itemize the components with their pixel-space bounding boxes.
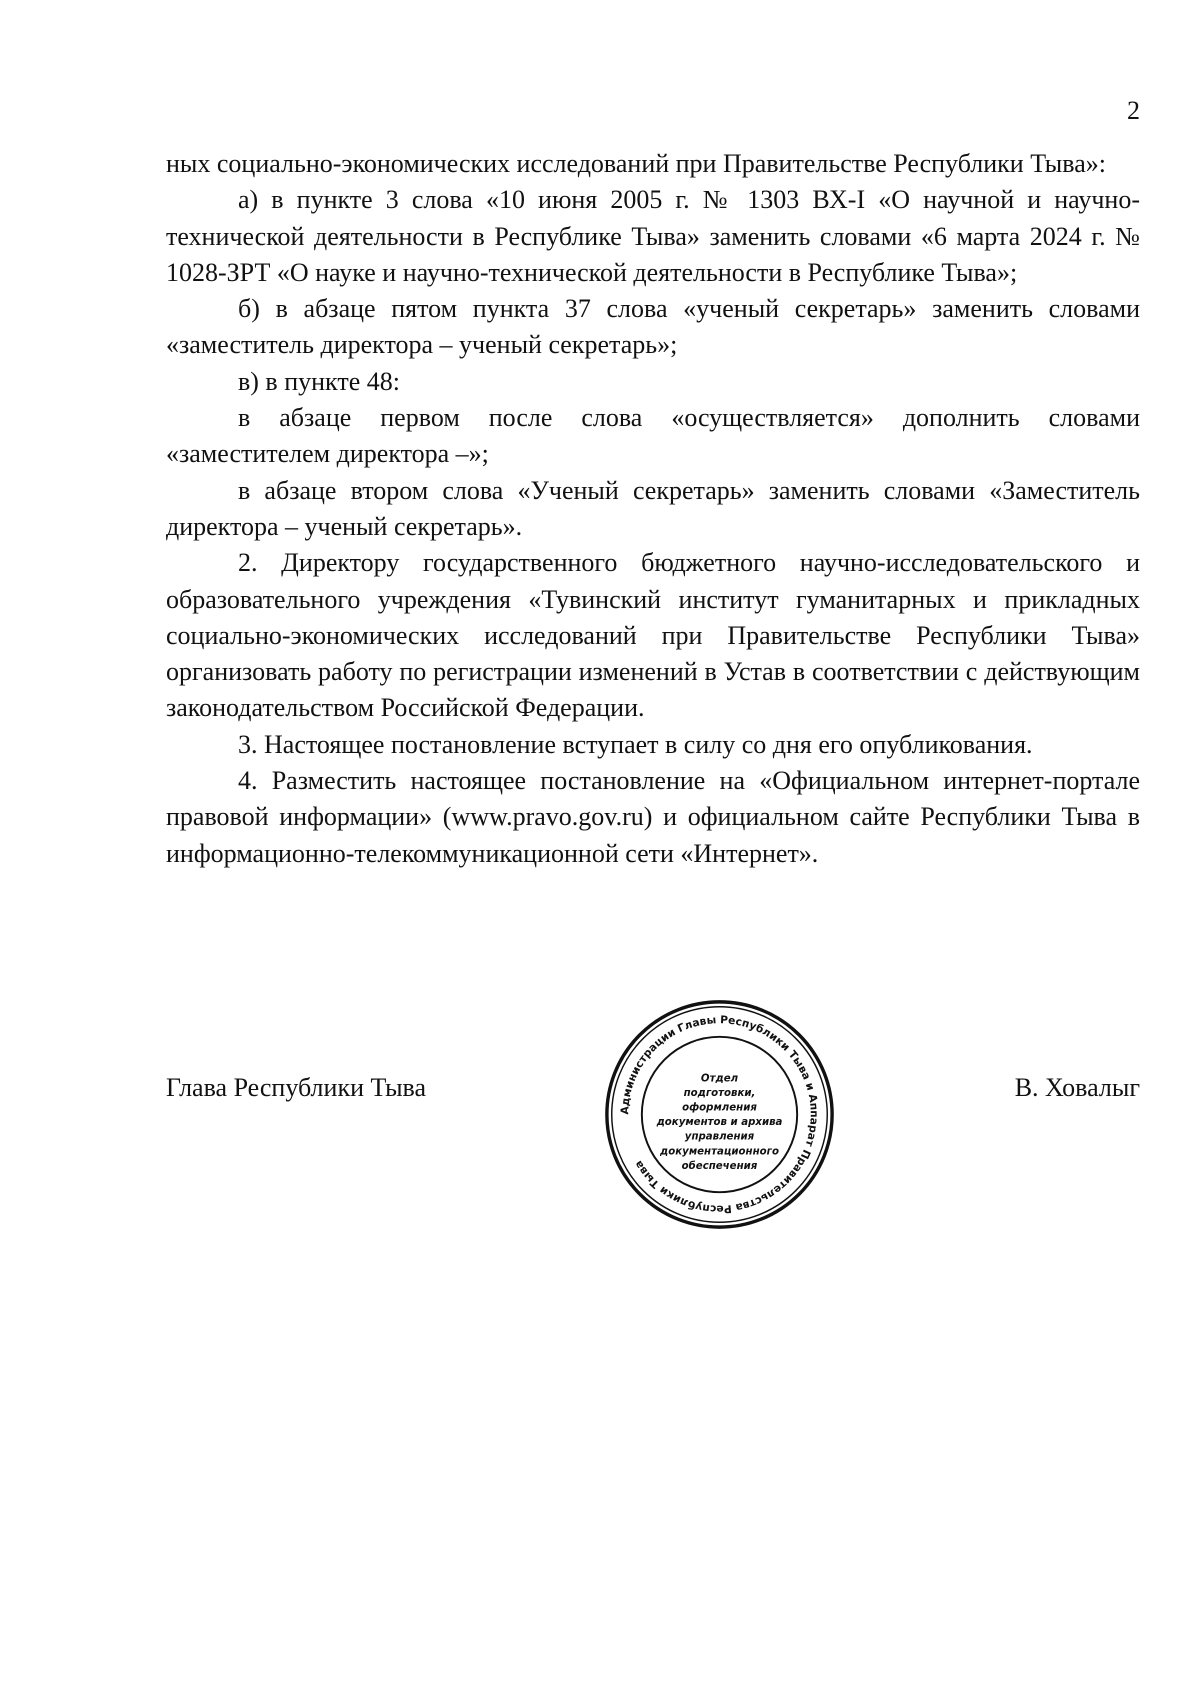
stamp-outer-text: Администрации Главы Республики Тыва и Аппарат Правительства Республики Тыва (618, 1013, 821, 1216)
stamp-inner-line: обеспечения (681, 1160, 758, 1172)
official-stamp (603, 998, 836, 1231)
paragraph-continuation: ных социально-экономических исследований при Правительстве Республики Тыва»: (166, 149, 1106, 178)
stamp-inner-line: Отдел (700, 1073, 739, 1085)
paragraph-4: 4. Разместить настоящее постановление на «Официальном интернет-портале правовой информации» (www.pravo.gov.ru) и официальном сайте Республики Тыва в информационно-телекоммуникационной сети «Интернет». (166, 766, 1140, 868)
stamp-inner-line: подготовки, (683, 1088, 756, 1100)
paragraph-item-v: в) в пункте 48: (238, 366, 400, 396)
paragraph-item-a: а) в пункте 3 слова «10 июня 2005 г. № 1303 ВХ-I «О научной и научно-технической деятельности в Республике Тыва» заменить словами «6 марта 2024 г. № 1028-ЗРТ «О науке и научно-технической деятельности в Республике Тыва»; (166, 185, 1140, 287)
stamp-outer-thin-ring (612, 1007, 828, 1223)
paragraph-2: 2. Директору государственного бюджетного научно-исследовательского и образовательного учреждения «Тувинский институт гуманитарных и прикладных социально-экономических исследований при Правительстве Республики Тыва» организовать работу по регистрации изменений в Устав в соответствии с действующим законодательством Российской Федерации. (166, 548, 1140, 723)
signatory-position: Глава Республики Тыва (166, 1073, 427, 1102)
stamp-inner-line: управления (684, 1131, 755, 1143)
signatory-name: В. Ховалыг (1014, 1073, 1140, 1102)
page-number: 2 (1127, 96, 1140, 125)
paragraph-item-b: б) в абзаце пятом пункта 37 слова «ученый секретарь» заменить словами «заместитель директора – ученый секретарь»; (166, 294, 1140, 360)
stamp-seal-graphic (603, 998, 836, 1231)
document-body (166, 146, 1140, 872)
paragraph-abzac-first: в абзаце первом после слова «осуществляется» дополнить словами «заместителем директора –»; (166, 403, 1140, 469)
stamp-inner-line: оформления (682, 1102, 757, 1114)
stamp-outer-ring (607, 1002, 832, 1227)
stamp-inner-line: документов и архива (656, 1117, 783, 1129)
paragraph-3: 3. Настоящее постановление вступает в силу со дня его опубликования. (238, 729, 1033, 759)
paragraph-abzac-second: в абзаце втором слова «Ученый секретарь» заменить словами «Заместитель директора – ученый секретарь». (166, 475, 1140, 541)
stamp-inner-line: документационного (660, 1146, 779, 1158)
